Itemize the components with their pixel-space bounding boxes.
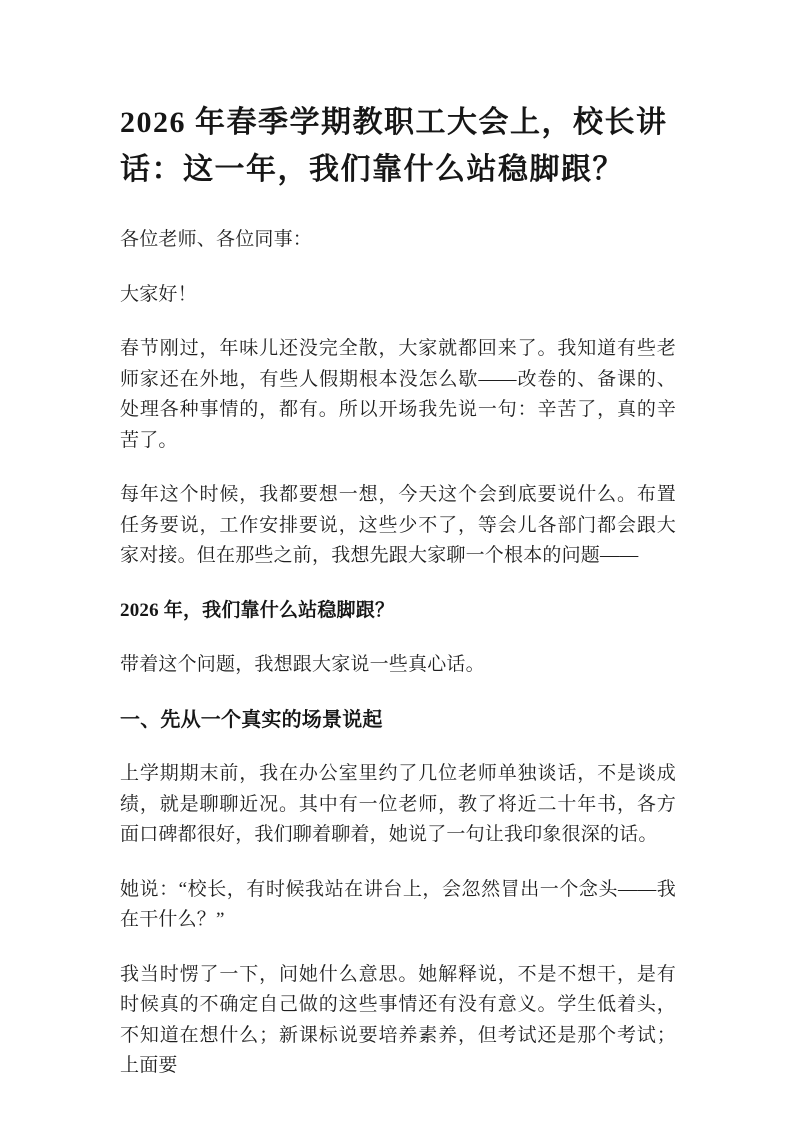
greeting-line: 大家好！ (120, 283, 197, 305)
paragraph-explanation: 我当时愣了一下，问她什么意思。她解释说，不是不想干，是有时候真的不确定自己做的这些事情还有没有意义。学生低着头，不知道在想什么；新课标说要培养素养，但考试还是那个考试；上面要 (120, 963, 676, 1076)
paragraph-meeting-purpose: 每年这个时候，我都要想一想，今天这个会到底要说什么。布置任务要说，工作安排要说，这些少不了，等会儿各部门都会跟大家对接。但在那些之前，我想先跟大家聊一个根本的问题—— (120, 484, 676, 566)
paragraph-lead-in: 带着这个问题，我想跟大家说一些真心话。 (120, 654, 485, 675)
paragraph-teacher-quote: 她说：“校长，有时候我站在讲台上，会忽然冒出一个念头——我在干什么？” (120, 878, 676, 930)
paragraph-scene-story: 上学期期末前，我在办公室里约了几位老师单独谈话，不是谈成绩，就是聊聊近况。其中有一位老师，教了将近二十年书，各方面口碑都很好，我们聊着聊着，她说了一句让我印象很深的话。 (120, 763, 676, 845)
key-question-line: 2026 年，我们靠什么站稳脚跟？ (120, 599, 395, 621)
section-heading-1: 一、先从一个真实的场景说起 (120, 708, 383, 731)
document-title: 2026 年春季学期教职工大会上，校长讲话：这一年，我们靠什么站稳脚跟？ (120, 106, 668, 186)
salutation-line: 各位老师、各位同事： (120, 229, 313, 250)
paragraph-opening-thanks: 春节刚过，年味儿还没完全散，大家就都回来了。我知道有些老师家还在外地，有些人假期根本没怎么歇——改卷的、备课的、处理各种事情的，都有。所以开场我先说一句：辛苦了，真的辛苦了。 (120, 338, 676, 451)
